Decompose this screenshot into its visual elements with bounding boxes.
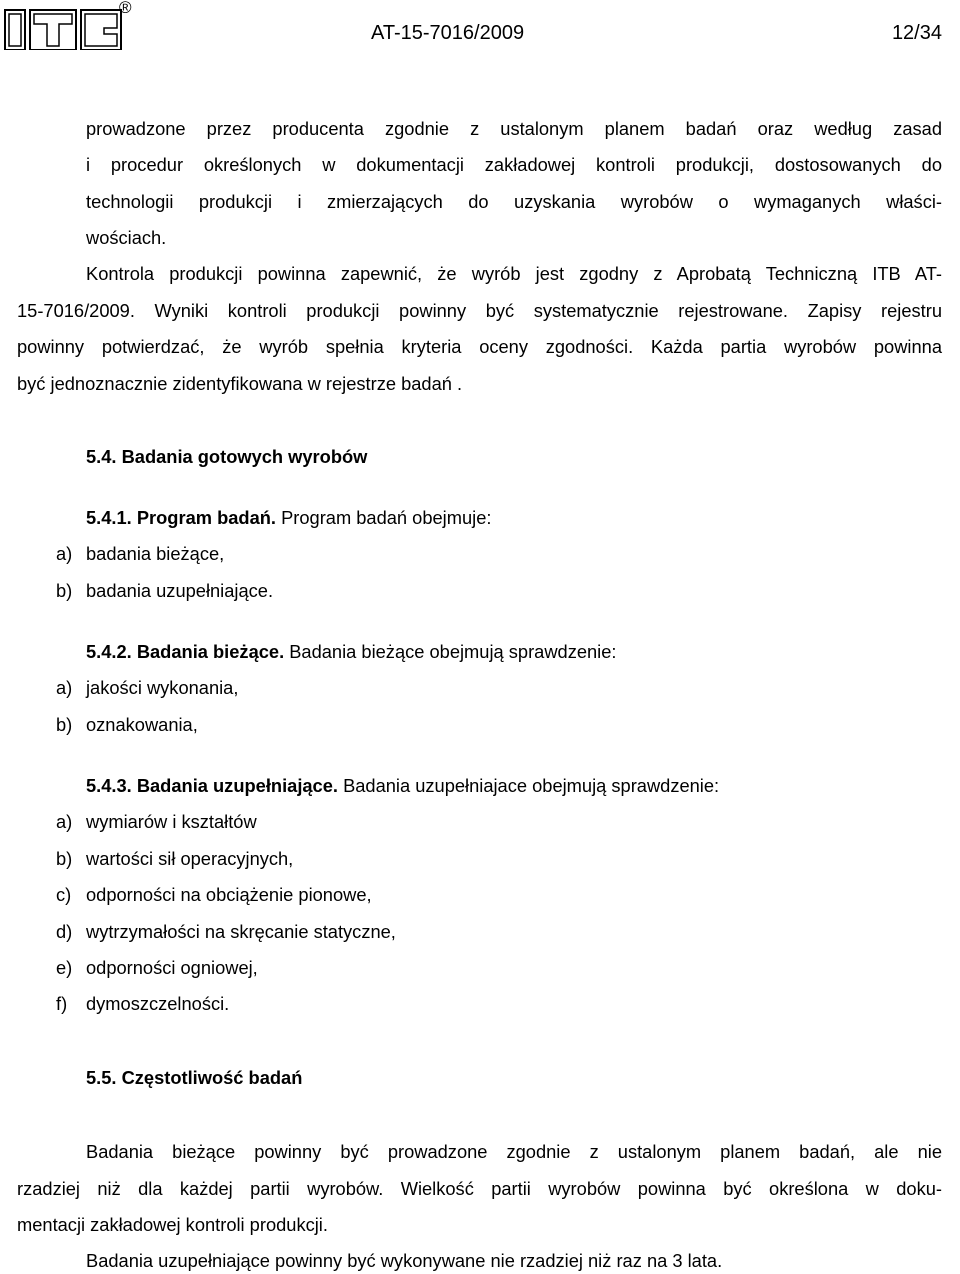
control-line-2: 15-7016/2009. Wyniki kontroli produkcji powinny być systematycznie rejestrowane. Zapisy rejestru <box>17 300 942 321</box>
section-5-5-heading: 5.5. Częstotliwość badań <box>86 1067 303 1088</box>
section-5-4-3-text: Badania uzupełniajace obejmują sprawdzenie: <box>337 775 720 796</box>
list-item: oznakowania, <box>86 714 198 735</box>
section-5-4-heading: 5.4. Badania gotowych wyrobów <box>86 446 368 467</box>
list-item: badania uzupełniające. <box>86 580 274 601</box>
section-5-4-1-text: Program badań obejmuje: <box>276 507 492 528</box>
list-item: wartości sił operacyjnych, <box>86 848 294 869</box>
section-5-4-2-heading: 5.4.2. Badania bieżące. <box>86 641 285 662</box>
list-item-label: b) <box>56 580 73 601</box>
list-item-label: c) <box>56 884 72 905</box>
intro-line-3: technologii produkcji i zmierzających do uzyskania wyrobów o wymaganych właści- <box>86 191 942 212</box>
section-5-4-3-line <box>86 775 719 797</box>
registered-mark: ® <box>119 0 132 17</box>
section-5-4-2-text: Badania bieżące obejmują sprawdzenie: <box>284 641 617 662</box>
section-5-4-2-line <box>86 641 616 663</box>
list-item-label: b) <box>56 714 73 735</box>
list-item-label: a) <box>56 543 73 564</box>
section-5-4-1-line <box>86 507 491 529</box>
intro-line-2: i procedur określonych w dokumentacji zakładowej kontroli produkcji, dostosowanych do <box>86 154 942 175</box>
list-item-label: b) <box>56 848 73 869</box>
list-item-label: e) <box>56 957 73 978</box>
list-item-label: d) <box>56 921 73 942</box>
list-item-label: a) <box>56 677 73 698</box>
list-item: odporności na obciążenie pionowe, <box>86 884 372 905</box>
intro-line-1: prowadzone przez producenta zgodnie z ustalonym planem badań oraz według zasad <box>86 118 942 139</box>
list-item-label: f) <box>56 993 68 1014</box>
frequency-line-2: rzadziej niż dla każdej partii wyrobów. Wielkość partii wyrobów powinna być określona w doku- <box>17 1178 942 1199</box>
section-5-4-1-heading: 5.4.1. Program badań. <box>86 507 276 528</box>
control-line-3: powinny potwierdzać, że wyrób spełnia kryteria oceny zgodności. Każda partia wyrobów powinna <box>17 336 942 357</box>
list-item: badania bieżące, <box>86 543 225 564</box>
list-item: wytrzymałości na skręcanie statyczne, <box>86 921 396 942</box>
list-item: wymiarów i kształtów <box>86 811 257 832</box>
document-code: AT-15-7016/2009 <box>371 22 525 44</box>
page-header <box>0 0 960 60</box>
list-item-label: a) <box>56 811 73 832</box>
intro-line-4: wościach. <box>86 227 167 248</box>
frequency-line-3: mentacji zakładowej kontroli produkcji. <box>17 1214 328 1235</box>
control-line-1: Kontrola produkcji powinna zapewnić, że wyrób jest zgodny z Aprobatą Techniczną ITB AT- <box>86 263 942 284</box>
list-item: dymoszczelności. <box>86 993 230 1014</box>
page-number: 12/34 <box>891 22 942 44</box>
frequency-paragraph-2: Badania uzupełniające powinny być wykonywane nie rzadziej niż raz na 3 lata. <box>86 1250 723 1271</box>
list-item: jakości wykonania, <box>86 677 239 698</box>
itb-logo <box>4 4 122 50</box>
control-line-4: być jednoznacznie zidentyfikowana w rejestrze badań . <box>17 373 463 394</box>
section-5-4-3-heading: 5.4.3. Badania uzupełniające. <box>86 775 338 796</box>
list-item: odporności ogniowej, <box>86 957 258 978</box>
frequency-line-1: Badania bieżące powinny być prowadzone zgodnie z ustalonym planem badań, ale nie <box>86 1141 942 1162</box>
